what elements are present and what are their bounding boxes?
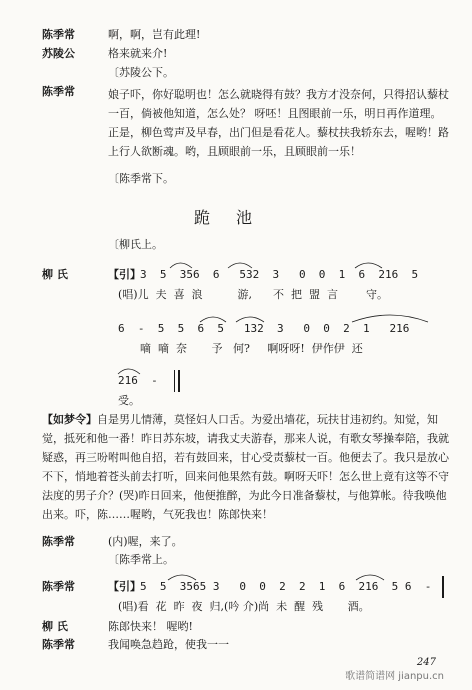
intro-mark: 【引】 <box>108 580 141 593</box>
dialog-text: 娘子吓，你好聪明也！怎么就晓得有鼓？我方才没奈何，只得招认藜杖一百，倘被他知道，怎么处？ 呀呸！且图眼前一乐，明日再作道理。正是，柳色莺声及早春，出门但是看花人。藜杖扶我轿东去，喔哟！路上行人欲断魂。哟，且顾眼前一乐，且顾眼前一乐！ <box>108 88 449 158</box>
jianpu-notes: 216 - <box>118 374 158 387</box>
dialog-text: 我闻唤急趋跄，使我一一 <box>108 638 229 651</box>
score-page: 陈季常 啊，啊，岂有此理! 苏陵公 格来就来介! 〔苏陵公下。 陈季常 娘子吓，你好聪明也！怎么就晓得有鼓？我方才没奈何，只得招认藜杖一百，倘被他知道，怎么处？ 呀呸！且图眼前一乐，明日再作道理。正是，柳色莺声及早春，出门但是看花人。藜杖扶我轿东去，喔哟！路上行人欲断魂。哟，且顾眼前一乐，且顾眼前一乐！ 〔陈季常下。 跪池 〔柳氏上。 柳 氏 【引】 3 5 356 6 532 3 0 0 1 6 216 5 (唱)儿 夫 喜 浪 游, 不 把 盟 言 守。 6 - 5 5 6 5 132 3 0 0 2 1 216 嘀 嘀 奈 予 何? 啊呀呀! 伊作伊 还 216 - 受。 【如梦令】自是男儿情薄，莫怪妇人口舌。为爱出墙花，玩扶甘违初约。知觉，知觉，抵死和他一番！昨日苏东坡，请我丈夫游春，那来人说，有歌女琴操奉陪，我就疑惑，再三吩咐叫他自招，若有鼓回来，甘心受责藜杖一百。他便去了。我只是放心不下，悄地着苍头前去打听，回来问他果然有鼓。啊呀天吓！怎么世上竟有这等不守法度的男子介？(哭)昨日回来，他便推醉，为此今日准备藜杖，与他算帐。待我唤他出来。吓，陈……喔哟，气死我也！陈郎快来！ 陈季常 (内)喔，来了。 〔陈季常上。 陈季常 【引】 5 5 3565 3 0 0 2 2 1 6 216 5 6 - (唱)看 花 昨 夜 归,(吟 介)尚 未 醒 残 酒。 柳 氏 陈郎快来！ 喔哟! 陈季常 我闻唤急趋跄，使我一一 247 歌谱简谱网 jianpu.cn <box>0 0 472 690</box>
role-label: 陈季常 <box>42 535 75 548</box>
dialog-text: 啊，啊，岂有此理! <box>108 28 201 41</box>
role-label: 陈季常 <box>42 580 75 593</box>
role-label: 陈季常 <box>42 85 75 98</box>
song-body: 自是男儿情薄，莫怪妇人口舌。为爱出墙花，玩扶甘违初约。知觉，知觉，抵死和他一番！昨日苏东坡，请我丈夫游春，那来人说，有歌女琴操奉陪，我就疑惑，再三吩咐叫他自招，若有鼓回来，甘心受责藜杖一百。他便去了。我只是放心不下，悄地着苍头前去打听，回来问他果然有鼓。啊呀天吓！怎么世上竟有这等不守法度的男子介？(哭)昨日回来，他便推醉，为此今日准备藜杖，与他算帐。待我唤他出来。吓，陈……喔哟，气死我也！陈郎快来！ <box>42 413 449 521</box>
lyrics: 嘀 嘀 奈 予 何? 啊呀呀! 伊作伊 还 <box>140 342 363 355</box>
jianpu-notes: 5 5 3565 3 0 0 2 2 1 6 216 5 6 - <box>140 580 432 593</box>
role-label: 柳 氏 <box>42 268 68 281</box>
section-title: 跪池 <box>193 208 278 227</box>
role-label: 陈季常 <box>42 638 75 651</box>
watermark: 歌谱简谱网 jianpu.cn <box>345 671 444 682</box>
dialog-text: (内)喔，来了。 <box>108 535 183 548</box>
lyrics: 受。 <box>118 394 140 407</box>
role-label: 柳 氏 <box>42 620 68 633</box>
tune-label: 【如梦令】 <box>42 413 97 426</box>
jianpu-notes: 3 5 356 6 532 3 0 0 1 6 216 5 <box>140 268 419 281</box>
lyrics: (唱)看 花 昨 夜 归,(吟 介)尚 未 醒 残 酒。 <box>118 600 370 613</box>
lyrics: (唱)儿 夫 喜 浪 游, 不 把 盟 言 守。 <box>118 288 388 301</box>
role-label: 苏陵公 <box>42 47 75 60</box>
jianpu-notes: 6 - 5 5 6 5 132 3 0 0 2 1 216 <box>118 322 410 335</box>
role-label: 陈季常 <box>42 28 75 41</box>
dialog-text: 陈郎快来！ 喔哟! <box>108 620 193 633</box>
dialog-text: 格来就来介! <box>108 47 168 60</box>
page-number: 247 <box>416 657 436 668</box>
intro-mark: 【引】 <box>108 268 141 281</box>
